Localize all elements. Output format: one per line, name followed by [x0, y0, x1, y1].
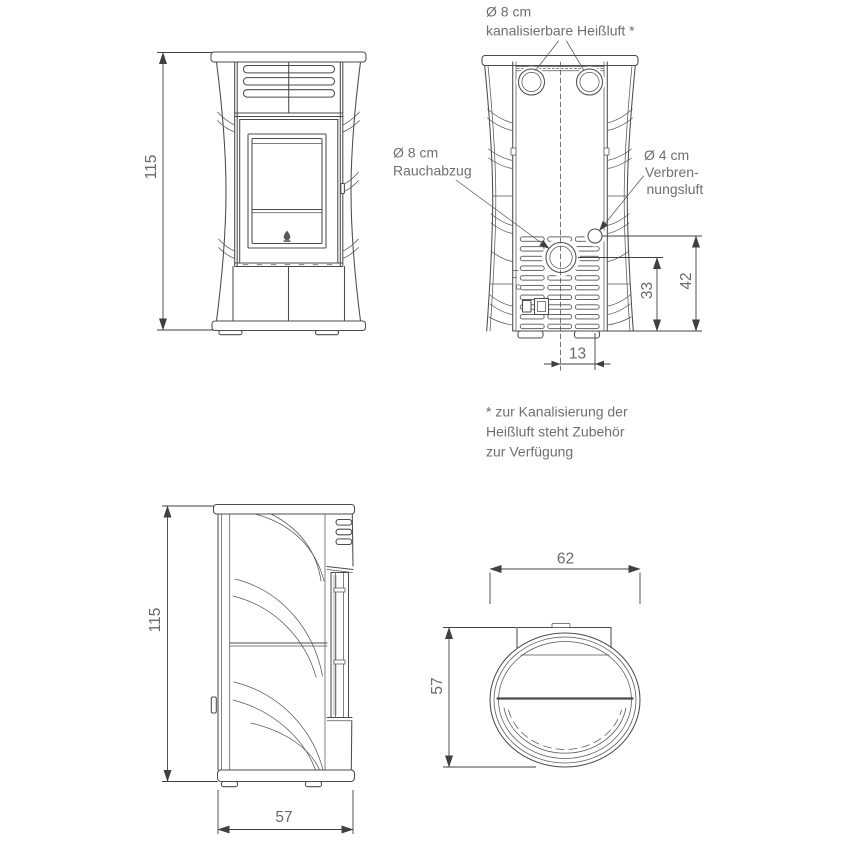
air-height-label: 42 [678, 272, 695, 290]
rear-left-foot [518, 331, 543, 338]
rear-top-cap [482, 56, 638, 66]
footnote [486, 404, 628, 460]
top-depth-dimension [429, 628, 536, 768]
rear-view [393, 4, 703, 371]
top-segmented-rim [509, 710, 622, 749]
top-view [429, 551, 640, 768]
top-body-outer-ring [490, 633, 640, 767]
front-height-dimension [143, 53, 213, 331]
air-label-line1: Ø 4 cm [644, 147, 690, 163]
air-label-line2: Verbren- [645, 164, 699, 180]
side-top-cap [214, 505, 355, 515]
front-left-foot [219, 331, 242, 335]
front-left-side-panel-edge [217, 62, 227, 321]
side-rear-foot [222, 782, 238, 787]
footnote-line2: Heißluft steht Zubehör [486, 423, 625, 440]
air-label-line3: nungsluft [646, 181, 704, 197]
rear-right-foot [575, 331, 600, 338]
front-top-cap [211, 52, 366, 62]
duct-label-line2: kanalisierbare Heißluft * [486, 22, 635, 39]
top-depth-label: 57 [429, 677, 446, 695]
top-stove-outline [490, 624, 640, 768]
front-right-foot [316, 331, 339, 335]
front-stove-outline [211, 52, 366, 335]
front-view [143, 52, 366, 335]
top-width-dimension [490, 551, 640, 605]
front-vent-grille [235, 62, 343, 117]
smoke-height-label: 33 [639, 281, 656, 300]
side-depth-dimension [218, 790, 353, 834]
top-inner-rim [504, 708, 626, 753]
front-door-glass [252, 139, 322, 244]
top-width-label: 62 [556, 550, 575, 568]
smoke-label-line1: Ø 8 cm [393, 144, 439, 161]
smoke-leader-line [456, 180, 549, 249]
side-depth-label: 57 [275, 809, 293, 826]
rear-stove-outline [482, 56, 638, 371]
side-rear-handle [211, 697, 216, 713]
side-view [147, 505, 355, 835]
front-bottom-panels [233, 267, 345, 322]
side-front-foot [306, 782, 322, 787]
side-height-label: 115 [147, 607, 164, 633]
air-offset-label: 13 [568, 345, 587, 363]
front-door-hinge [341, 184, 345, 194]
footnote-line3: zur Verfügung [486, 443, 574, 460]
side-height-dimension [147, 506, 218, 782]
front-height-label: 115 [143, 154, 160, 180]
side-door-glass-strip [331, 573, 349, 718]
smoke-label-line2: Rauchabzug [393, 162, 472, 179]
side-base [218, 770, 355, 782]
side-front-vents [336, 520, 352, 545]
brand-logo-icon [284, 231, 291, 241]
front-door [240, 120, 338, 264]
air-leader-line [600, 176, 644, 231]
footnote-line1: * zur Kanalisierung der [486, 403, 628, 420]
side-stove-outline [211, 505, 354, 787]
side-ceramic-arc-decor [233, 514, 324, 770]
front-base [212, 321, 366, 331]
front-right-side-panel-edge [351, 62, 361, 321]
duct-label-line1: Ø 8 cm [486, 3, 532, 20]
rear-annotations [393, 4, 703, 249]
